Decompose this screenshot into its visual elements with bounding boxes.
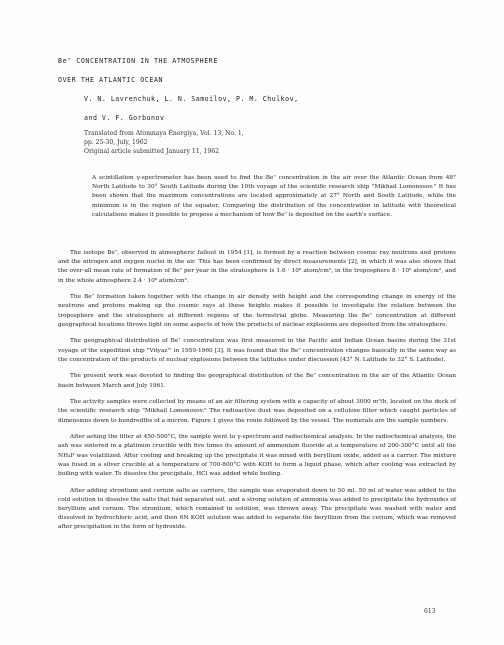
article-body bbox=[58, 249, 456, 540]
title-line-1: Be⁷ CONCENTRATION IN THE ATMOSPHERE bbox=[58, 57, 218, 65]
body-paragraph: The present work was devoted to finding the geographical distribution of the Be⁷ concentration in the air of the Atlantic Ocean basin between March and July 1961. bbox=[58, 373, 456, 389]
abstract: A scintillation γ-spectrometer has been used to find the Be⁷ concentration in the air over the Atlantic Ocean from 48° North Latitude to 30° South Latitude during the 10th voyage of the scientific research ship "Mikhail Lomonosov." It has been shown that the maximum concentrations are located approximately at 27° North and South Latitude, while the minimum is in the region of the equator. Comparing the distribution of the concentration in latitude with theoretical calculations makes it possible to propose a mechanism of how Be⁷ is deposited on the earth's surface. bbox=[92, 175, 456, 218]
source-line-3: Original article submitted January 11, 1962 bbox=[84, 148, 220, 156]
body-paragraph: The Be⁷ formation taken together with the change in air density with height and the corresponding change in energy of the neutrons and protons making up the cosmic rays at these heights makes it possible to investigate the relation between the troposphere and the stratosphere at different regions of the terrestrial globe. Measuring the Be⁷ concentration at different geographical locations throws light on some aspects of how the products of nuclear explosions are deposited from the stratosphere. bbox=[58, 294, 456, 328]
body-paragraph: The geographical distribution of Be⁷ concentration was first measured in the Pacific and Indian Ocean basins during the 31st voyage of the expedition ship "Vityaz'" in 1959-1960 [3]. It was found that the Be⁷ concentration changes basically in the same way as the concentration of the products of nuclear explosions between the latitudes under discussion (43° N. Latitude to 32° S. Latitude). bbox=[58, 338, 456, 363]
author-list bbox=[84, 90, 299, 128]
source-line-1: Translated from Atomnaya Énergiya, Vol. 13, No. 1, bbox=[84, 130, 244, 137]
body-paragraph: The activity samples were collected by means of an air filtering system with a capacity of about 3000 m³/h, located on the deck of the scientific research ship "Mikhail Lomonosov." The radioactive dust was deposited on a cellulose filter which caught particles of dimensions down to hundredths of a micron. Figure 1 gives the route followed by the vessel. The numerals are the sample numbers. bbox=[58, 399, 456, 424]
article-title bbox=[58, 52, 218, 90]
source-note bbox=[84, 129, 244, 157]
source-line-2: pp. 25-30, July, 1962 bbox=[84, 139, 148, 147]
authors-line-1: V. N. Lavrenchuk, L. N. Samoilov, P. M. Chulkov, bbox=[84, 95, 299, 103]
authors-line-2: and V. F. Gorbunov bbox=[84, 114, 165, 122]
title-line-2: OVER THE ATLANTIC OCEAN bbox=[58, 76, 164, 84]
body-paragraph: After ashing the filter at 450-500°C, the sample went to γ-spectrum and radiochemical analysis. In the radiochemical analysis, the ash was sintered in a platinum crucible with five times its amount of ammonium fluoride at a temperature of 200-300°C until all the NH₄F was volatilized. After cooling and breaking up the precipitate it was mixed with beryllium oxide, added as a carrier. The mixture was fused in a silver crucible at a temperature of 700-800°C with KOH to form a liquid phase, which after cooling was extracted by boiling with water. To dissolve the precipitate, HCl was added while boiling. bbox=[58, 434, 456, 478]
body-paragraph: After adding strontium and cerium salts as carriers, the sample was evaporated down to 50 ml. 50 ml of water was added to the cold solution to dissolve the salts that had separated out, and a strong solution of ammonia was added to precipitate the hydroxides of beryllium and cerium. The strontium, which remained in solution, was thrown away. The precipitate was washed with water and dissolved in hydrochloric acid, and then 6N KOH solution was added to separate the beryllium from the cerium, which was removed after precipitation in the form of hydroxide. bbox=[58, 487, 456, 531]
body-paragraph: The isotope Be⁷, observed in atmospheric fallout in 1954 [1], is formed by a reaction between cosmic ray neutrons and protons and the nitrogen and oxygen nuclei in the air. This has been confirmed by direct measurements [2], in which it was also shown that the over-all mean rate of formation of Be⁷ per year in the stratosphere is 1.6 · 10⁶ atom/cm², in the troposphere 8 · 10⁵ atom/cm², and in the whole atmosphere 2.4 · 10⁶ atom/cm². bbox=[58, 250, 456, 284]
page-number: 613 bbox=[424, 608, 436, 615]
